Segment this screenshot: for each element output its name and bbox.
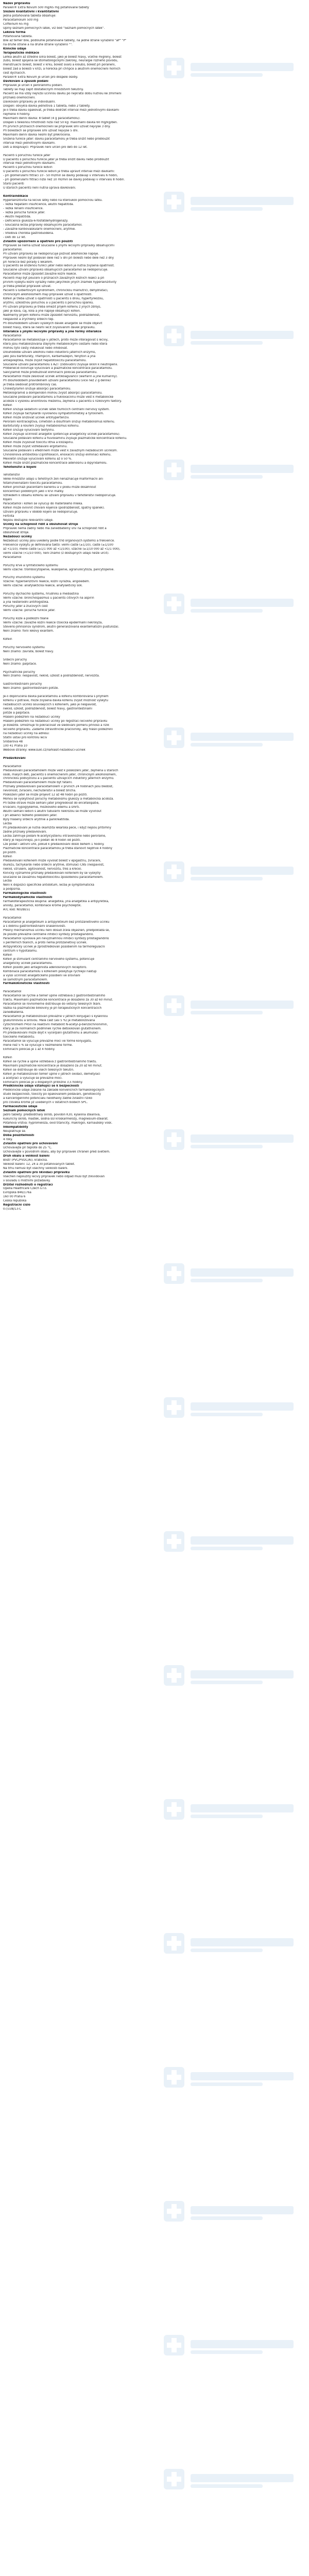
text-line: krvácení, hypoglykémie, mozkového edému a smrti.	[3, 806, 80, 809]
text-line: Léčba	[3, 879, 12, 883]
text-line: interval mezi jednotlivými dávkami.	[3, 162, 56, 165]
section-heading: Terapeutické indikace	[3, 51, 39, 55]
text-line: Předávkování paracetamolem může vést k poškození jater, zejména u starších	[3, 769, 118, 772]
text-line: Kofein může ovlivnit chování kojence (podrážděnost, špatný spánek).	[3, 506, 105, 510]
text-line: Akutní selhání ledvin s akutní tubulární nekrózou se může vyvinout	[3, 810, 101, 814]
text-line: traktu. Maximální plazmatické koncentrace je dosaženo za 30 až 60 minut.	[3, 998, 113, 1002]
text-line: Předávkování paracetamolem může být fatální.	[3, 781, 73, 785]
section-heading: Farmakologické vlastnosti	[3, 892, 46, 895]
text-line: osob, malých dětí, pacientů s onemocněním jater, chronickým alkoholismem,	[3, 773, 117, 776]
section-heading: Farmakokinetické vlastnosti	[3, 982, 50, 986]
text-line: Paracetamol může zesilovat účinek antikoagulancií (warfarin a jiné kumariny).	[3, 375, 118, 379]
section-heading: Složení kvalitativní i kvantitativní	[3, 10, 59, 13]
text-line: Nadměrný příjem kofeinu může způsobit nervozitu, podrážděnost,	[3, 314, 100, 317]
text-line: a vyšší účinnost analgetického působení ve srovnání	[3, 974, 80, 977]
text-line: Přesný mechanismus účinku není dosud zcela objasněn, předpokládá se,	[3, 929, 110, 932]
text-line: Přípravek se nemá užívat současně s jinými léčivými přípravky obsahujícími	[3, 244, 115, 247]
text-line: Úplný seznam pomocných látek, viz bod "Seznam pomocných látek".	[3, 26, 105, 30]
text-line: je třeba sledovat protrombinový čas.	[3, 383, 57, 387]
text-line: U pacientů s poruchou funkce ledvin je třeba upravit interval mezi dávkami:	[3, 170, 115, 174]
section-heading: Seznam pomocných látek	[3, 1109, 45, 1113]
text-line: Neuplatňuje se.	[3, 1130, 26, 1133]
text-line: Poruchy nervového systému	[3, 646, 45, 649]
text-line: kukuřičný škrob, mastek, sodná sůl kroskarmelózy, magnesium-stearát.	[3, 1117, 109, 1121]
text-line: Při dlouhodobém pravidelném užívání paracetamolu (více než 2 g denně)	[3, 379, 111, 383]
pharmacy-watermark-logo	[154, 1927, 309, 1963]
text-line: a s dobrou gastrointestinální snášenlivostí.	[3, 925, 66, 928]
text-line: jako je káva, čaj, kola a jiné nápoje obsahující kofein.	[3, 310, 81, 313]
text-line: Kombinace paracetamolu s kofeinem poskytuje rychlejší nástup	[3, 970, 97, 973]
text-line: Paracetamol	[3, 765, 22, 768]
text-line: Farmakoterapeutická skupina: analgetika, jiná analgetika a antipyretika,	[3, 900, 109, 904]
text-line: analgetický účinek paracetamolu.	[3, 961, 53, 965]
text-line: - Těžká hepatální insuficience, akutní hepatitida.	[3, 203, 74, 206]
text-line: anilidy, paracetamol, kombinace kromě psycholeptik.	[3, 904, 82, 908]
text-line: - Závažné kardiovaskulární onemocnění, arytmie.	[3, 227, 76, 231]
text-line: Vzácné: hypersenzitivní reakce, kožní vyrážka, angioedém.	[3, 580, 90, 584]
section-heading: Dávkování a způsob podání	[3, 80, 48, 83]
pharmacy-watermark-logo	[154, 2463, 309, 2499]
text-line: Kofein prochází placentární bariérou a v plodu může dosáhnout	[3, 486, 96, 489]
text-line: Kofein snižuje vylučování teofylinu.	[3, 428, 55, 432]
text-line: méně než 5 % se vylučuje v nezměněné formě.	[3, 1043, 73, 1047]
text-line: Paracetamol je metabolizován převážně v játrech konjugací s kyselinou	[3, 1015, 108, 1019]
text-line: Kofein snižuje sedativní účinek látek tlumících centrální nervový systém.	[3, 408, 110, 411]
text-line: Potahová vrstva: hypromelóza, oxid titaničitý, makrogol, karnaubský vosk.	[3, 1122, 113, 1125]
text-line: Léčba zahrnuje podání N-acetylcysteinu intravenózně nebo perorálně,	[3, 834, 106, 838]
section-heading: Klinické údaje	[3, 47, 26, 50]
text-line: - Akutní hepatitida.	[3, 215, 31, 218]
text-line: pro člověka kromě již uvedených v ostatních bodech SPC.	[3, 1101, 88, 1105]
text-line: - Těžká porucha funkce jater.	[3, 211, 45, 214]
text-line: obsluhovat stroje.	[3, 531, 29, 534]
text-line: Vzhledem k obsahu kofeinu se užívání přípravku v těhotenství nedoporučuje.	[3, 494, 116, 498]
text-line: Současné užívání paracetamolu s AZT (zidovudin) zvyšuje sklon k neutropenii.	[3, 363, 118, 366]
text-line: Paralen® Extra Novum 500 mg/65 mg potahované tablety	[3, 6, 89, 9]
text-line: neklid, úzkost, podrážděnost, bolest hlavy, gastrointestinální	[3, 707, 92, 711]
text-line: Velmi vzácné: bronchospasmus u pacientů citlivých na aspirin	[3, 597, 94, 600]
text-line: nežádoucích účinků souvisejících s kofeinem, jako je nespavost,	[3, 703, 97, 707]
text-line: Děti a dospívající: Přípravek není určen pro děti do 12 let.	[3, 145, 88, 149]
text-line: jako jsou barbituráty, rifampicin, karbamazepin, fenytoin a jiná	[3, 354, 96, 358]
text-line: a acetylací a vylučuje se převážně močí.	[3, 1076, 63, 1080]
text-line: Kofein může snížit plazmatické koncentrace adenosinu a dipyridamolu.	[3, 461, 108, 465]
text-line: Velmi vzácné: porucha funkce jater.	[3, 609, 56, 613]
text-line: který je nejúčinnější, je-li podán do 8 hodin od požití.	[3, 838, 81, 842]
text-line: Kofein	[3, 637, 12, 641]
text-line: kofeinu v potravě, může zvýšená dávka kofeinu zvýšit možnost výskytu	[3, 699, 108, 703]
text-line: Bílé až téměř bílé, podlouhlé potahované tablety, na jedné straně vyraženo "aP" "P"	[3, 39, 127, 42]
text-line: chronickou podvýživou a u pacientů užívajících induktory jaterních enzymů.	[3, 777, 114, 781]
text-line: Uchovávejte při teplotě do 25 °C.	[3, 1146, 53, 1149]
pharmacy-watermark-logo	[154, 1793, 309, 1829]
text-line: a podpůrná.	[3, 888, 21, 891]
text-line: Dospělí: obvyklá dávka jednotlivá 1 tableta, nebo 2 tablety.	[3, 105, 91, 108]
text-line: Nejsou dostupné relevantní údaje.	[3, 519, 54, 522]
text-line: Při předávkování může dojít k vyčerpání glutathionu a akumulaci	[3, 1031, 98, 1035]
text-line: Barbituráty a kouření zvyšují metabolismus kofeinu.	[3, 424, 79, 428]
text-line: toxického metabolitu.	[3, 1035, 35, 1039]
text-line: diurézu, tachykardii nebo srdeční arytmie, stimulaci CNS (nespavost,	[3, 863, 105, 867]
text-line: příznaků onemocnění.	[3, 96, 36, 100]
text-line: koncentrací podobných jako v krvi matky.	[3, 490, 64, 494]
text-line: se samotným paracetamolem.	[3, 978, 48, 981]
text-line: která jsou metabolizována stejnými metabolickými cestami nebo která	[3, 342, 108, 346]
text-line: Kofein se rychle a úplně vstřebává z gastrointestinálního traktu.	[3, 1060, 97, 1063]
text-line: 100 41 Praha 10	[3, 744, 27, 748]
text-line: Lze podat i aktivní uhlí, pokud k předávkování došlo během 1 hodiny.	[3, 842, 105, 846]
pharmacy-watermark-logo	[154, 2329, 309, 2365]
text-line: Starší pacienti	[3, 182, 24, 186]
text-line: Salicylamid může prodlužovat eliminační poločas paracetamolu.	[3, 371, 98, 375]
text-line: Kofein může snižovat účinek antihypertenziv.	[3, 416, 70, 419]
text-line: a kancerogenního potenciálu neodhalily žádné zvláštní riziko	[3, 1097, 93, 1100]
text-line: Při prvních příznacích onemocnění se přípravek smí užívat nejvýše 3 dny.	[3, 125, 111, 128]
section-heading: Předklinické údaje vztahující se k bezpečnosti	[3, 1084, 79, 1088]
text-line: Při užívání přípravku se nedoporučuje požívat alkoholické nápoje.	[3, 252, 99, 256]
text-line: Opella Healthcare Czech s.r.o.	[3, 1187, 47, 1191]
text-line: Evropská 846/176a	[3, 1191, 31, 1195]
text-line: Při těžké otravě může selhání jater progredovat do encefalopatie,	[3, 802, 99, 805]
text-line: Velmi vzácné: trombocytopenie, leukopenie, agranulocytóza, pancytopenie.	[3, 568, 115, 571]
text-line: Paracetamol	[3, 917, 22, 920]
text-line: i při absenci těžkého poškození jater.	[3, 814, 58, 818]
text-line: Současné podávání s efedrinem může vést k závažným nežádoucím účinkům.	[3, 449, 118, 452]
text-line: Hlášení podezření na nežádoucí účinky	[3, 716, 60, 719]
text-line: U starších pacientů není nutná úprava dávkování.	[3, 187, 76, 190]
text-line: Byly hlášeny srdeční arytmie a pankreatitida.	[3, 818, 70, 821]
text-line: 160 00 Praha 6	[3, 1195, 26, 1199]
text-line: Přípravek nesmí být podáván déle než 5 dní při bolesti nebo déle než 3 dny	[3, 256, 114, 260]
section-heading: Těhotenství a kojení	[3, 465, 37, 469]
text-line: - Deficience glukóza-6-fosfátdehydrogenázy.	[3, 219, 68, 223]
text-line: Eliminační poločas je 1 až 4 hodiny.	[3, 1047, 55, 1051]
text-line: Dlouhodobé užívání alkoholu nebo induktorů jaterních enzymů,	[3, 350, 96, 354]
text-line: nespavost a zrychlený srdeční tep.	[3, 317, 55, 321]
text-line: Léčba	[3, 822, 12, 825]
section-heading: Doba použitelnosti	[3, 1134, 35, 1137]
text-line: v souladu s místními požadavky.	[3, 1179, 50, 1182]
text-line: Není známo: fixní lékový exantém.	[3, 629, 54, 633]
text-line: Pacienti s poruchou funkce jater	[3, 154, 50, 157]
text-line: Paracetamol i kofein se vylučují do mateřského mléka.	[3, 502, 83, 506]
text-line: velmi vzácné (<1/10 000), není známo (z dostupných údajů nelze určit).	[3, 551, 109, 555]
text-line: Pacienti s Gilbertovým syndromem, chronickou malnutricí, dehydratací,	[3, 289, 108, 293]
pharmacy-watermark-logo	[154, 2195, 309, 2231]
text-line: Příznaky předávkování paracetamolem v prvních 24 hodinách jsou bledost,	[3, 785, 113, 789]
text-line: Předávkování kofeinem může vyvolat bolest v epigastriu, zvracení,	[3, 859, 101, 862]
text-line: zubů, bolest spojená se stomatologickými zákroky, neuralgie různého původu,	[3, 59, 118, 63]
text-line: Paracetamol vyvolává jen nevýznamnou inhibici syntézy prostaglandinů	[3, 937, 109, 940]
text-line: Kofein je třeba užívat s opatrností u pacientů s dnou, hypertyreózou,	[3, 297, 104, 301]
text-line: Není známo: palpitace.	[3, 662, 37, 666]
text-line: Kofein působí jako antagonista adenosinových receptorů.	[3, 965, 88, 969]
text-line: 4 roky.	[3, 1138, 13, 1141]
text-line: Antipyretický účinek je zprostředkován působením na termoregulační	[3, 945, 105, 948]
text-line: Kofein	[3, 404, 12, 408]
section-heading: Interakce s jinými léčivými přípravky a jiné formy interakce	[3, 330, 102, 333]
text-line: Potahovaná tableta.	[3, 35, 33, 38]
text-line: Kofein může zvýšit vstřebávání ergotaminu.	[3, 445, 68, 448]
text-line: Paracetamol	[3, 990, 22, 994]
text-line: mohou tyto cesty indukovat nebo inhibovat.	[3, 346, 68, 350]
text-line: Stevens-Johnsonův syndrom, akutní generalizovaná exantematózní pustulóza).	[3, 625, 119, 629]
text-line: cest dýchacích.	[3, 72, 26, 75]
text-line: U pacientů se sníženou funkcí jater nebo ledvin je nutná zvýšená opatrnost.	[3, 264, 115, 268]
pharmacy-watermark-logo	[154, 1525, 309, 1561]
text-line: Mohou se vyskytnout poruchy metabolismu glukózy a metabolická acidóza.	[3, 798, 114, 801]
text-line: arytmií, úzkostnou poruchou a u pacientů s poruchou spánku.	[3, 301, 94, 305]
text-line: nevolnost, zvracení, nechutenství a bolest břicha.	[3, 789, 76, 793]
text-line: chronickým alkoholismem mají přípravek užívat s opatrností.	[3, 293, 93, 297]
text-line: Fertilita	[3, 515, 14, 518]
text-line: ATC kód: N02BE51	[3, 908, 30, 912]
text-line: Kofein	[3, 1056, 12, 1059]
text-line: - Vředová choroba gastroduodena.	[3, 231, 54, 235]
text-line: neklid, vzrušení, agitovanost, nervozitu, třes a křeče).	[3, 867, 82, 871]
text-line: Poškození jater se může projevit 12 až 48 hodin po požití.	[3, 793, 88, 797]
text-line: na nežádoucí účinky na adresu:	[3, 732, 50, 735]
text-line: je třeba přestat přípravek užívat.	[3, 285, 52, 289]
text-line: v periferních tkáních, a proto nemá protizánětlivý účinek.	[3, 941, 88, 944]
text-line: Současné podávání kofeinu a fluvoxaminu zvyšuje plazmatické koncentrace kofeinu.	[3, 436, 127, 440]
section-heading: Účinky na schopnost řídit a obsluhovat stroje	[3, 522, 78, 526]
text-line: Klinicky významné příznaky předávkování kofeinem by se vyskytly	[3, 871, 101, 875]
text-line: Jedna potahovaná tableta obsahuje:	[3, 14, 56, 18]
text-line: - při glomerulární filtraci nižší než 10 ml/min se dávky podávají v intervalu 8 hodin.	[3, 178, 125, 182]
text-line: Probenecid ovlivňuje vylučování a plazmatické koncentrace paracetamolu.	[3, 367, 113, 370]
text-line: Je-li doporučená dávka paracetamolu a kofeinu kombinována s příjmem	[3, 695, 109, 699]
text-line: Velmi vzácné: anafylaktická reakce, anafylaktický šok.	[3, 584, 83, 588]
text-line: Tablety se mají zapít dostatečným množstvím tekutiny.	[3, 88, 84, 92]
text-line: Kofein může zvyšovat toxicitu lithia a klozapinu.	[3, 440, 74, 444]
text-line: Gastrointestinální poruchy	[3, 683, 42, 686]
text-line: - Současná léčba přípravky obsahujícími paracetamol.	[3, 223, 82, 227]
text-line: na druhé straně a na druhé straně vyraženo "".	[3, 43, 73, 46]
text-line: Paracetamol	[3, 334, 22, 337]
text-line: Není známo: gastrointestinální potíže.	[3, 687, 59, 690]
text-line: léčivého přípravku. Žádáme zdravotnické pracovníky, aby hlásili podezření	[3, 727, 113, 731]
section-heading: Léková forma	[3, 30, 26, 34]
text-line: U pacientů s poruchou funkce jater je třeba snížit dávku nebo prodloužit	[3, 158, 109, 161]
text-line: Kofein zvyšuje tachykardii vyvolanou sympatomimetiky a tyroxinem.	[3, 412, 104, 415]
section-heading: Registrační číslo	[3, 1204, 30, 1207]
text-line: Frekvence výskytu je definována takto: velmi časté (≥1/10), časté (≥1/100	[3, 543, 113, 547]
text-line: - Těžká renální insuficience.	[3, 207, 44, 210]
text-line: Paracetamol se metabolizuje v játrech, proto může interagovat s léčivy,	[3, 338, 109, 342]
text-line: Kofein je stimulant centrálního nervového systému, potencuje	[3, 957, 94, 961]
text-line: Maximální denní dávka nesmí být překročena.	[3, 133, 71, 137]
text-line: Uchovávejte v původním obalu, aby byl přípravek chráněn před světlem.	[3, 1150, 110, 1154]
text-line: Předklinické údaje získané na základě konvenčních farmakologických	[3, 1089, 105, 1092]
section-heading: Nežádoucí účinky	[3, 535, 32, 538]
text-line: Přípravek je určen k perorálnímu podání.	[3, 84, 63, 88]
text-line: Dávkování přípravku je individuální.	[3, 100, 56, 104]
text-line: Pacient se má vždy nejnižší účinnou dávku po nejkratší dobu nutnou ke zmírnění	[3, 92, 122, 96]
section-heading: Zvláštní opatření pro likvidaci přípravku	[3, 1171, 70, 1174]
text-line: je důležité. Umožňuje to pokračovat ve sledování poměru přínosů a rizik	[3, 724, 110, 727]
text-line: bolest zad a bolesti v kříži, a horečka při chřipce a akutním onemocnění horních	[3, 67, 121, 71]
text-line: až <1/10), méně časté (≥1/1 000 až <1/100), vzácné (≥1/10 000 až <1/1 000),	[3, 547, 121, 551]
text-line: Paracetamol se rovnoměrně distribuuje do většiny tělesných tkání.	[3, 1003, 101, 1006]
text-line: Je-li třeba dávku opakovat, je třeba dodržet interval mezi jednotlivými dávkami	[3, 109, 119, 112]
text-line: Současné podávání paracetamolu a flukloxacilinu může vést k metabolické	[3, 396, 114, 399]
text-line: při horečce bez porady s lékařem.	[3, 260, 53, 264]
text-line: Mexiletin snižuje vylučování kofeinu až o 50 %.	[3, 457, 73, 461]
text-line: Jádro tablety: předbobtnalý škrob, povidon K30, kyselina stearová,	[3, 1113, 101, 1117]
text-line: Velikost balení: 12, 24 a 30 potahovaných tablet.	[3, 1162, 75, 1166]
text-line: Kofein se distribuuje do všech tělesných tekutin.	[3, 1068, 74, 1072]
text-line: Paracetamol je analgetikum a antipyretikum bez protizánětlivého účinku	[3, 921, 110, 924]
text-line: Kofein	[3, 953, 12, 957]
text-line: Cholestyramin snižuje absorpci paracetamolu.	[3, 387, 71, 391]
section-heading: Držitel rozhodnutí o registraci	[3, 1183, 53, 1187]
section-heading: Farmaceutické údaje	[3, 1105, 38, 1109]
text-line: - Děti do 12 let.	[3, 235, 26, 239]
text-line: Coffeinum 65 mg	[3, 22, 29, 26]
text-line: Blistr (PVC/PVDC/Al), krabička.	[3, 1158, 48, 1162]
text-line: Při dlouhodobém užívání vysokých dávek analgetik se může objevit	[3, 321, 102, 325]
text-line: Eliminační poločas je u dospělých přibližně 3,5 hodiny.	[3, 1080, 83, 1084]
pharmacy-watermark-logo	[154, 1257, 309, 1293]
text-line: interval mezi jednotlivými dávkami.	[3, 141, 56, 145]
text-line: Hlášení podezření na nežádoucí účinky po registraci léčivého přípravku	[3, 720, 108, 723]
pharmacy-watermark-logo	[154, 2061, 309, 2097]
text-line: Paracetamol se vylučuje převážně močí ve formě konjugátů,	[3, 1039, 92, 1043]
text-line: zanedbatelná.	[3, 1011, 24, 1014]
text-line: že působí převážně centrálně inhibicí syntézy prostaglandinů.	[3, 933, 94, 936]
text-line: fetální/neonatální toxicitu paracetamolu.	[3, 482, 63, 485]
text-line: Lehká akutní až středně silná bolest, jako je bolest hlavy, včetně migrény, bolest	[3, 55, 122, 59]
section-heading: Předávkování	[3, 756, 26, 760]
pharmacy-watermark-logo	[154, 1391, 309, 1427]
text-line: Užívání přípravku v období kojení se nedoporučuje.	[3, 511, 78, 514]
text-line: současně se závažnou hepatotoxicitou způsobenou paracetamolem.	[3, 875, 104, 879]
text-line: po požití.	[3, 851, 17, 854]
text-line: Kojení	[3, 498, 12, 502]
text-line: který je za normálních podmínek rychle detoxikován glutathionem.	[3, 1027, 101, 1030]
text-line: Kofein	[3, 855, 12, 858]
text-line: Snížená funkce jater: dávku paracetamolu je třeba snížit nebo prodloužit	[3, 137, 110, 141]
text-line: cytochromem P450 na reaktivní metabolit N-acetyl-p-benzochinonimin,	[3, 1023, 108, 1026]
text-line: a jiná nesteroidní antiflogistika.	[3, 601, 49, 604]
section-heading: Kontraindikace	[3, 195, 28, 198]
text-line: Vazba na plazmatické bílkoviny je při terapeutických koncentracích	[3, 1007, 102, 1010]
text-line: glukuronovou a sírovou. Malá část (asi 5 %) je metabolizována	[3, 1019, 95, 1023]
section-heading: Zvláštní upozornění a opatření pro použití	[3, 240, 73, 243]
text-line: antiepileptika, může zvýšit hepatotoxicitu paracetamolu.	[3, 359, 87, 362]
text-line: Paracetamol se rychle a téměř úplně vstřebává z gastrointestinálního	[3, 994, 106, 998]
text-line: Kofein je metabolizován téměř úplně v játrech oxidací, demetylací	[3, 1072, 100, 1076]
text-line: Webové stránky: www.sukl.cz/nahlasit-nezadouci-ucinek	[3, 748, 85, 752]
section-heading: Druh obalu a velikost balení	[3, 1154, 50, 1158]
text-line: Psychiatrické poruchy	[3, 670, 36, 674]
text-line: Současné užívání přípravků obsahujících paracetamol se nedoporučuje.	[3, 268, 108, 272]
text-line: Na trhu nemusí být všechny velikosti balení.	[3, 1166, 68, 1170]
text-line: Kofein zvyšuje účinnost analgetik (potencuje analgetický účinek paracetamolu).	[3, 432, 121, 436]
text-line: Není k dispozici specifické antidotum, léčba je symptomatická	[3, 884, 94, 887]
text-line: - při glomerulární filtraci 10 - 50 ml/min se dávky podávají v intervalu 6 hodin,	[3, 174, 118, 178]
text-line: Šrobárova 48	[3, 740, 23, 743]
text-line: Státní ústav pro kontrolu léčiv	[3, 736, 47, 739]
text-line: 07/338/13-C	[3, 1208, 22, 1211]
text-line: Perorální kontraceptiva, cimetidin a disulfiram snižují metabolismus kofeinu.	[3, 420, 115, 423]
text-line: Plazmatické koncentrace paracetamolu je třeba stanovit nejdříve 4 hodiny	[3, 846, 113, 850]
text-line: Paralen® Extra Novum je určen pro dospělé osoby.	[3, 76, 78, 79]
text-line: paracetamol.	[3, 248, 23, 251]
text-line: Česká republika	[3, 1199, 27, 1203]
text-line: potíže a palpitace.	[3, 711, 30, 715]
text-line: Srdeční poruchy	[3, 658, 27, 662]
text-line: bolest hlavy, která se nesmí léčit zvyšováním dávek přípravku.	[3, 326, 96, 329]
text-line: Paracetamolum 500 mg	[3, 18, 39, 22]
text-line: Nežádoucí účinky jsou uvedeny podle tříd orgánových systémů a frekvence.	[3, 539, 115, 543]
text-line: Není známo: nespavost, neklid, úzkost a podrážděnost, nervozita.	[3, 674, 100, 678]
text-line: menstruační bolest, bolest v krku, bolest svalů a kloubů, bolest při poranění,	[3, 63, 116, 67]
text-line: Pacienti mají být poučeni o příznacích závažných kožních reakcí a při	[3, 277, 105, 280]
text-line: nejméně 4 hodiny.	[3, 112, 30, 116]
text-line: centrum v hypotalamu.	[3, 949, 38, 953]
text-line: Poruchy dýchacího systému, hrudníku a mediastina	[3, 592, 79, 596]
text-line: Těhotenství	[3, 473, 20, 477]
text-line: Poruchy imunitního systému	[3, 576, 45, 580]
text-line: Poruchy kůže a podkožní tkáně	[3, 617, 49, 620]
pharmacy-watermark-logo	[154, 1659, 309, 1695]
section-heading: Název přípravku	[3, 2, 30, 5]
text-line: Velmi vzácné: závažné kožní reakce (toxická epidermální nekrolýza,	[3, 621, 103, 624]
text-line: Poruchy jater a žlučových cest	[3, 605, 48, 608]
text-line: Paracetamol	[3, 555, 22, 559]
text-line: Při předávkování je nutná okamžitá lékařská péče, i když nejsou přítomny	[3, 826, 111, 829]
section-heading: Zvláštní opatření pro uchovávání	[3, 1142, 58, 1145]
text-line: Hypersenzitivita na léčivé látky nebo na kteroukoli pomocnou látku.	[3, 199, 103, 202]
text-line: Při užívání přípravku je třeba omezit příjem kofeinu z jiných zdrojů,	[3, 306, 101, 309]
text-line: studií bezpečnosti, toxicity po opakovaném podávání, genotoxicity	[3, 1093, 101, 1096]
text-line: Pacienti s poruchou funkce ledvin	[3, 166, 53, 170]
section-heading: Inkompatibility	[3, 1126, 28, 1129]
text-line: Při bolestech se přípravek smí užívat nejvýše 5 dní.	[3, 129, 79, 132]
text-line: Metoklopramid a domperidon mohou zvýšit absorpci paracetamolu.	[3, 392, 102, 395]
text-line: Velké množství údajů u těhotných žen nenaznačuje malformační ani	[3, 478, 104, 481]
text-line: Chinolonová antibiotika (ciprofloxacin, enoxacin) snižují eliminaci kofeinu.	[3, 453, 112, 456]
text-line: žádné příznaky předávkování.	[3, 830, 47, 834]
text-line: Není známo: závratě, bolest hlavy.	[3, 650, 54, 653]
text-line: Všechen nepoužitý léčivý přípravek nebo odpad musí být zlikvidován	[3, 1175, 105, 1178]
text-line: Maximální denní dávka: 8 tablet (4 g paracetamolu).	[3, 116, 80, 120]
section-heading: Farmakodynamické vlastnosti	[3, 896, 53, 900]
text-line: Maximální plazmatické koncentrace je dosaženo za 20 až 60 minut.	[3, 1064, 102, 1067]
text-line: acidóze s vysokou aniontovou mezerou, zejména u pacientů s rizikovými faktory.	[3, 400, 122, 403]
text-line: Dospělí s tělesnou hmotností nižší než 50 kg: maximální dávka 60 mg/kg/den.	[3, 121, 118, 124]
text-line: Paracetamol může způsobit závažné kožní reakce.	[3, 273, 77, 276]
text-line: Přípravek nemá žádný nebo má zanedbatelný vliv na schopnost řídit a	[3, 527, 107, 530]
text-line: prvním výskytu kožní vyrážky nebo jakýchkoli jiných známek hypersenzitivity	[3, 281, 117, 284]
text-line: Poruchy krve a lymfatického systému	[3, 564, 58, 567]
